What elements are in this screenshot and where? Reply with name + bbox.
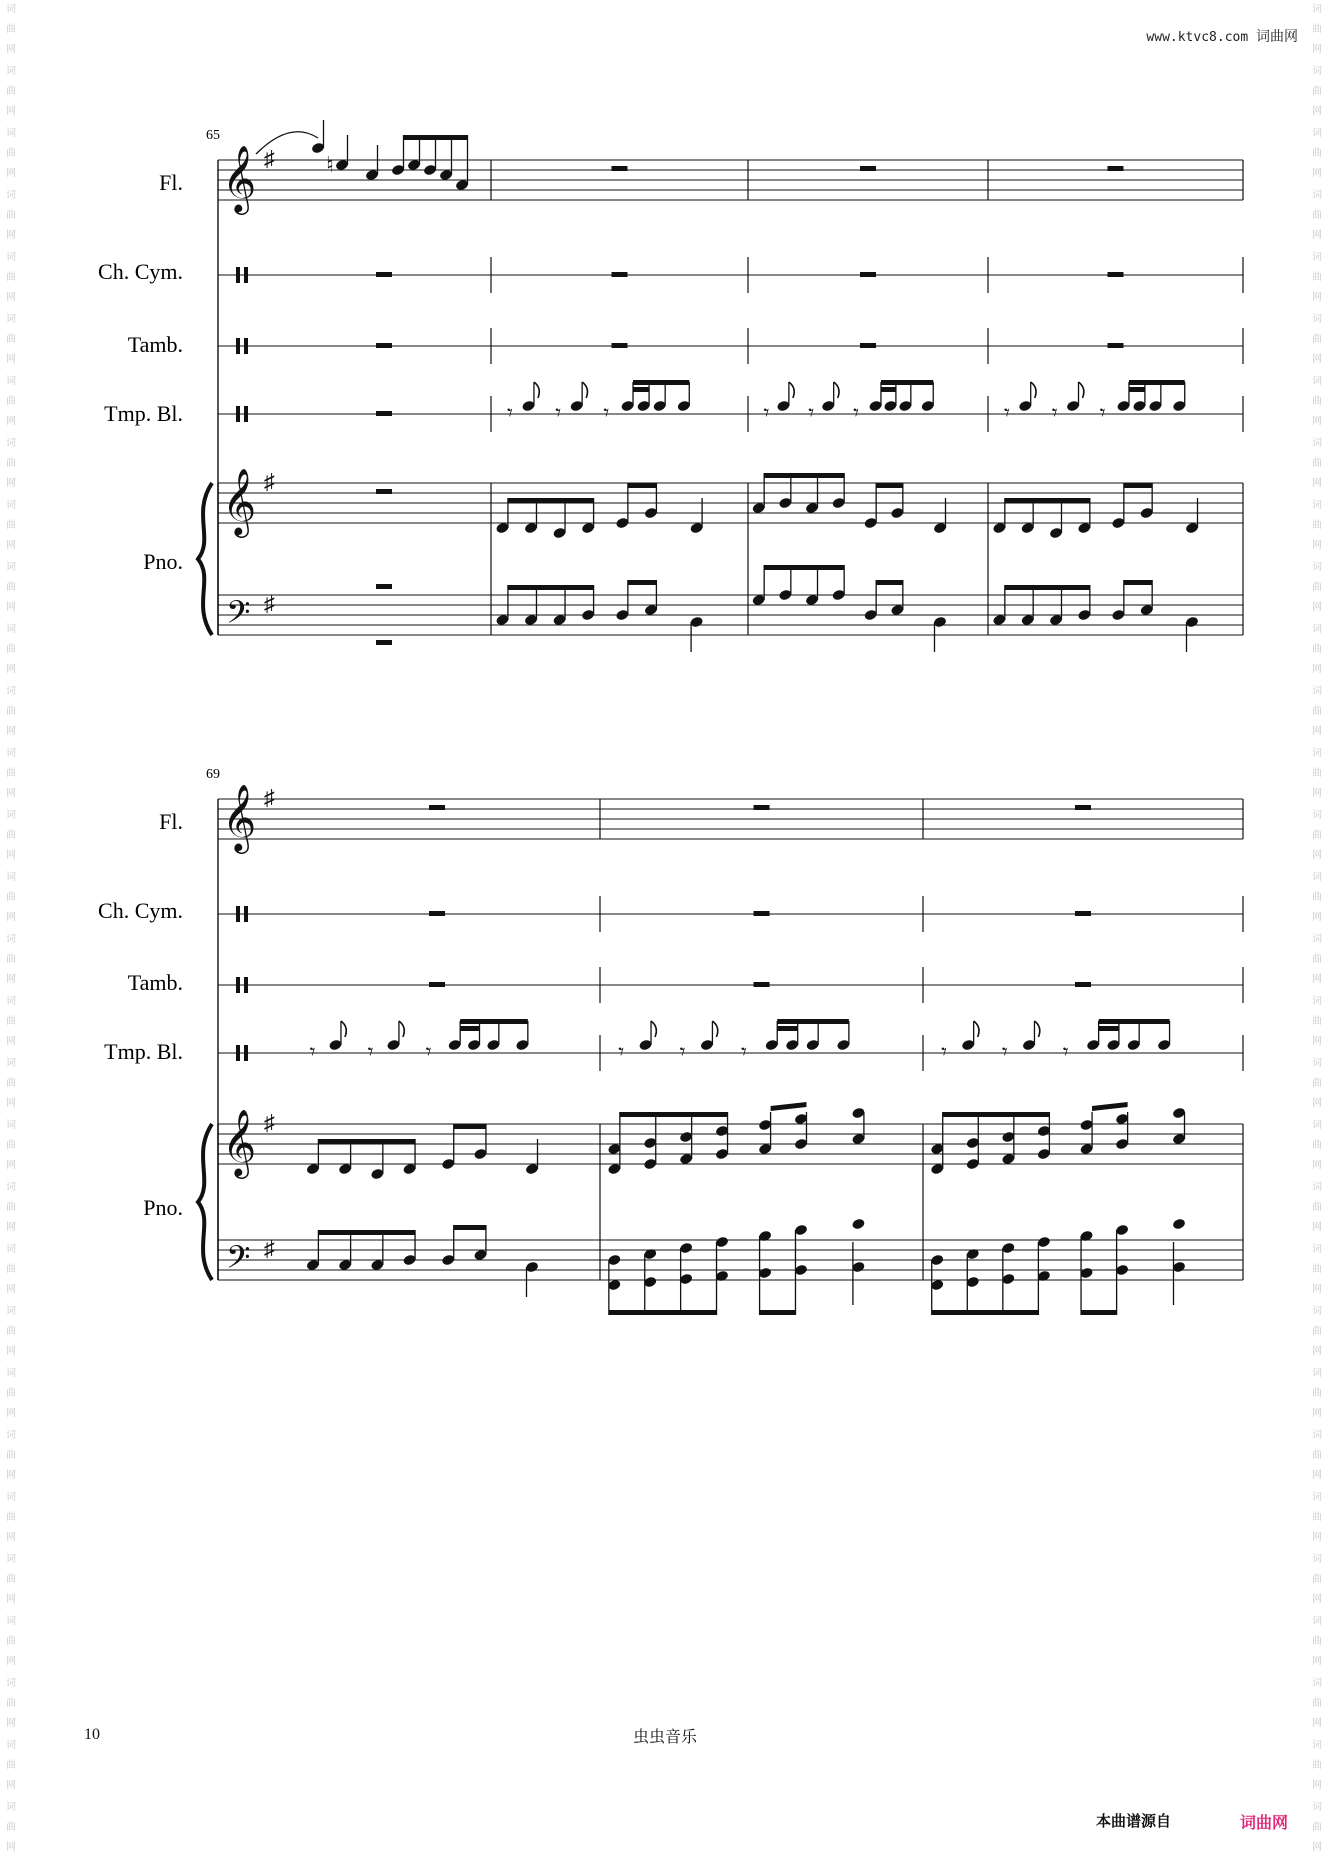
whole-rest xyxy=(860,272,876,277)
whole-rest xyxy=(376,411,392,416)
note-beam xyxy=(1129,387,1145,392)
whole-rest xyxy=(754,805,770,810)
whole-rest xyxy=(429,911,445,916)
key-sharp-icon: ♯ xyxy=(264,146,275,171)
eighth-rest: 𝄾 xyxy=(507,400,513,425)
key-sharp-icon: ♯ xyxy=(264,785,275,810)
note-beam xyxy=(881,387,896,392)
whole-rest xyxy=(754,911,770,916)
note-beam xyxy=(628,483,657,488)
percussion-clef-icon xyxy=(244,406,248,422)
eighth-rest: 𝄾 xyxy=(941,1039,947,1064)
staff-label-temple-blocks: Tmp. Bl. xyxy=(104,401,183,426)
staff-label-temple-blocks: Tmp. Bl. xyxy=(104,1039,183,1064)
whole-rest xyxy=(429,982,445,987)
whole-rest xyxy=(612,166,628,171)
note-flag xyxy=(712,1021,717,1037)
note-beam xyxy=(633,380,689,385)
note-beam xyxy=(460,1019,528,1024)
staff-label-piano: Pno. xyxy=(143,549,183,574)
note-beam xyxy=(508,498,594,503)
eighth-rest: 𝄾 xyxy=(1051,400,1058,425)
left-watermark-strip: 词 曲 网 词 曲 网 词 曲 网 词 曲 网 词 曲 网 词 曲 网 词 曲 网 词 曲 网 词 曲 网 词 曲 网 词 曲 网 词 曲 网 词 曲 网 词 曲 网 词 曲 网 词 曲 网 词 曲 网 词 曲 网 词 曲 网 词 曲 网 词 曲 网 词 曲 网 词 曲 网 词 曲 网 词 曲 网 词 曲 网 词 曲 网 词 曲 网 词 曲 网 词 曲 网 xyxy=(6,4,16,1853)
note-beam xyxy=(1092,1102,1128,1111)
whole-rest xyxy=(429,805,445,810)
staff-label-china-cymbal: Ch. Cym. xyxy=(98,898,183,923)
whole-rest xyxy=(1108,166,1124,171)
eighth-rest: 𝄾 xyxy=(1099,400,1106,425)
piano-brace-icon xyxy=(198,483,212,635)
note-flag xyxy=(399,1021,404,1037)
note-flag xyxy=(534,382,539,398)
note-beam xyxy=(318,1230,415,1235)
note-flag xyxy=(974,1021,979,1037)
eighth-rest: 𝄾 xyxy=(618,1039,625,1064)
treble-clef-icon: 𝄞 xyxy=(222,469,257,534)
key-sharp-icon: ♯ xyxy=(264,591,275,616)
note-beam xyxy=(609,1310,717,1315)
treble-clef-icon: 𝄞 xyxy=(222,785,257,850)
eighth-rest: 𝄾 xyxy=(1001,1039,1008,1064)
source-brand-link[interactable]: 词曲网 xyxy=(1240,1813,1289,1832)
right-watermark-strip: 词 曲 网 词 曲 网 词 曲 网 词 曲 网 词 曲 网 词 曲 网 词 曲 网 词 曲 网 词 曲 网 词 曲 网 词 曲 网 词 曲 网 词 曲 网 词 曲 网 词 曲 网 词 曲 网 词 曲 网 词 曲 网 词 曲 网 词 曲 网 词 曲 网 词 曲 网 词 曲 网 词 曲 网 词 曲 网 词 曲 网 词 曲 网 词 曲 网 词 曲 网 词 曲 网 xyxy=(1312,4,1322,1853)
percussion-clef-icon xyxy=(244,977,248,993)
whole-rest xyxy=(754,982,770,987)
eighth-rest: 𝄾 xyxy=(1003,400,1010,425)
source-label: 本曲谱源自 xyxy=(1096,1812,1172,1830)
measure-number: 69 xyxy=(206,767,220,782)
note-beam xyxy=(1099,1026,1119,1031)
eighth-rest: 𝄾 xyxy=(808,400,815,425)
whole-rest xyxy=(376,489,392,494)
notehead xyxy=(851,1218,865,1231)
note-beam xyxy=(876,483,903,488)
note-beam xyxy=(454,1124,486,1129)
whole-rest xyxy=(1075,911,1091,916)
treble-clef-icon: 𝄞 xyxy=(222,146,257,211)
note-beam xyxy=(1124,483,1152,488)
eighth-rest: 𝄾 xyxy=(853,400,859,425)
notehead xyxy=(1172,1218,1186,1231)
eighth-rest: 𝄾 xyxy=(425,1039,432,1064)
staff-label-flute: Fl. xyxy=(159,809,183,834)
eighth-rest: 𝄾 xyxy=(763,400,770,425)
note-beam xyxy=(1005,585,1090,590)
note-beam xyxy=(764,473,844,478)
page-number: 10 xyxy=(84,1726,100,1743)
note-flag xyxy=(651,1021,656,1037)
eighth-rest: 𝄾 xyxy=(367,1039,374,1064)
note-beam xyxy=(777,1026,797,1031)
note-beam xyxy=(881,380,933,385)
note-flag xyxy=(789,382,794,398)
note-beam xyxy=(876,580,903,585)
staff-label-china-cymbal: Ch. Cym. xyxy=(98,259,183,284)
eighth-rest: 𝄾 xyxy=(679,1039,686,1064)
percussion-clef-icon xyxy=(236,1045,240,1061)
piano-brace-icon xyxy=(198,1124,212,1280)
measure-number: 65 xyxy=(206,128,220,143)
eighth-rest: 𝄾 xyxy=(1062,1039,1069,1064)
note-beam xyxy=(628,580,657,585)
percussion-clef-icon xyxy=(236,977,240,993)
treble-clef-icon: 𝄞 xyxy=(222,1110,257,1175)
eighth-rest: 𝄾 xyxy=(309,1039,316,1064)
eighth-rest: 𝄾 xyxy=(555,400,562,425)
percussion-clef-icon xyxy=(236,267,240,283)
whole-rest xyxy=(860,166,876,171)
whole-rest xyxy=(1075,805,1091,810)
whole-rest xyxy=(376,272,392,277)
staff-label-tambourine: Tamb. xyxy=(127,970,183,995)
note-beam xyxy=(1081,1310,1117,1315)
note-flag xyxy=(1079,382,1084,398)
percussion-clef-icon xyxy=(244,1045,248,1061)
note-beam xyxy=(1124,580,1152,585)
note-beam xyxy=(1005,498,1090,503)
site-name: 词曲网 xyxy=(1256,29,1298,45)
key-sharp-icon: ♯ xyxy=(264,1236,275,1261)
site-url[interactable]: www.ktvc8.com xyxy=(1146,30,1249,45)
percussion-clef-icon xyxy=(236,406,240,422)
whole-rest xyxy=(1108,272,1124,277)
percussion-clef-icon xyxy=(244,906,248,922)
staff-label-piano: Pno. xyxy=(143,1195,183,1220)
bass-clef-icon: 𝄢 xyxy=(226,596,251,638)
note-beam xyxy=(1129,380,1185,385)
whole-rest xyxy=(612,343,628,348)
note-beam xyxy=(633,387,649,392)
percussion-clef-icon xyxy=(244,267,248,283)
note-beam xyxy=(777,1019,849,1024)
note-flag xyxy=(1031,382,1036,398)
whole-rest xyxy=(376,584,392,589)
note-beam xyxy=(460,1026,479,1031)
eighth-rest: 𝄾 xyxy=(603,400,610,425)
whole-rest xyxy=(612,272,628,277)
percussion-clef-icon xyxy=(236,906,240,922)
note-beam xyxy=(318,1139,415,1144)
note-flag xyxy=(834,382,839,398)
note-beam xyxy=(404,135,468,140)
percussion-clef-icon xyxy=(244,338,248,354)
note-beam xyxy=(932,1310,1039,1315)
note-beam xyxy=(943,1112,1050,1117)
whole-rest xyxy=(1108,343,1124,348)
whole-rest xyxy=(1075,982,1091,987)
note-beam xyxy=(508,585,594,590)
staff-label-tambourine: Tamb. xyxy=(127,332,183,357)
eighth-rest: 𝄾 xyxy=(741,1039,747,1064)
whole-rest xyxy=(860,343,876,348)
key-sharp-icon: ♯ xyxy=(264,1110,275,1135)
percussion-clef-icon xyxy=(236,338,240,354)
note-flag xyxy=(582,382,587,398)
staff-label-flute: Fl. xyxy=(159,170,183,195)
natural-sign: ♮ xyxy=(326,152,334,177)
key-sharp-icon: ♯ xyxy=(264,469,275,494)
whole-rest xyxy=(376,343,392,348)
note-beam xyxy=(1099,1019,1170,1024)
note-flag xyxy=(341,1021,346,1037)
note-beam xyxy=(764,565,844,570)
note-beam xyxy=(454,1225,486,1230)
note-flag xyxy=(1034,1021,1039,1037)
bass-clef-icon: 𝄢 xyxy=(226,1241,251,1283)
note-beam xyxy=(771,1102,807,1111)
note-beam xyxy=(620,1112,728,1117)
note-beam xyxy=(760,1310,796,1315)
publisher-name: 虫虫音乐 xyxy=(632,1727,697,1746)
whole-rest xyxy=(376,640,392,645)
